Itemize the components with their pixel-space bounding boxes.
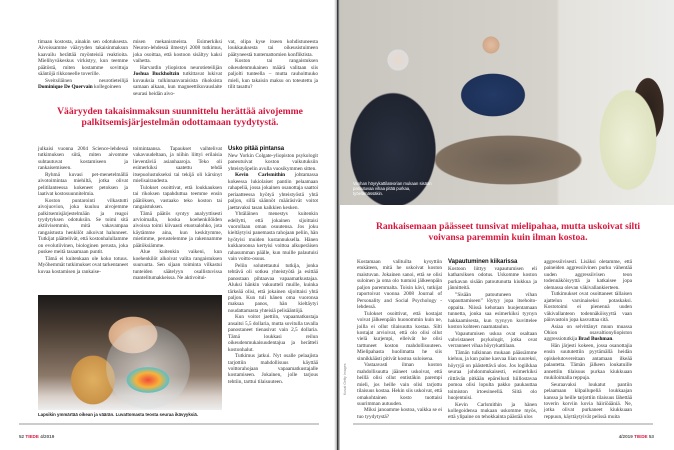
body-paragraph — [133, 146, 222, 185]
text-run: Yhtäläinen menestys kuitenkin edellytti, että jokainen sijoittaisi vuorollaan oman osuutensa. Jos joku kieltäytyisi panemasta rahojaan peliin, hän hyötyisi muiden kustannuksella. Hänen kukkaroonsa kertyisi voittoa alkuperäisen rahasumman päälle, kun muille palautuisi vain voitto-osuus. — [228, 211, 318, 263]
page-number: 52 — [19, 434, 25, 439]
text-run: timaan kostosta, ainakin sen odotuksesta. Aivoissamme vääryyden takaisinmaksun kaavailu herättää myönteisiä reaktioita. Mielihyväkeskus virkistyy, kun teemme päätöstä, miten kostamme sovittuja sääntöjä rikkoneelle toverille. — [38, 39, 128, 78]
text-run: Tutkimukset ovat osoittaneet tällaisen ajattelun varsinaiseksi potaskaksi. Kostotoimi ei pienennä uuden väkivallanteon todennäköisyyttä vaan päinvastoin jopa kasvattaa sitä. — [544, 291, 632, 324]
body-paragraph — [133, 249, 222, 281]
body-paragraph — [357, 407, 442, 420]
body-paragraph — [133, 39, 222, 65]
body-paragraph — [357, 259, 442, 311]
text-run: tutkittavat lukivat kuvauksia tulkinnanvaraisista rikoksista samaan aikaan, kun magneettikuvauslaite seurasi heidän aivo- — [133, 71, 222, 97]
text-run: Kevin Carlsmithin ja hänen kollegoidensa mukaan uskomme myös, että ylipaine on tehokkainta päästää ulos — [448, 401, 537, 421]
text-run: New Yorkin Colgate-yliopiston psykologit paneutuivat koston vaikutuksiin yhteistyöpelin avulla vuosikymmen sitten. — [228, 153, 318, 172]
left-bottom-column-2 — [133, 146, 222, 282]
right-page — [338, 0, 674, 450]
photo-credit: Kuvat Getty Images — [343, 363, 347, 395]
text-run: Koston puntarointi vilkastutti aivojuovion, joka kuuluu aivojemme palkitsemisjärjestelmään ja reagoi tyydytyksen odotuksiin. Se toimi sitä aktiivisemmin, mitä vakavampaa rangaistusta henkilöt aikoivat halunneet. Tutkijat päättelivät, että kostonhalullamme on evolutiivinen, biologinen perusta, joka puskee meitä tasaamaan puntit. — [38, 197, 128, 256]
left-footer — [19, 434, 54, 439]
text-run: Kostoon liittyy vapautumisen eli katharsiksen odotus. Uskomme koston purkavan sisään patoutunutta kiukkua ja jännitteitä. — [448, 266, 537, 292]
office-meeting-photo — [338, 0, 674, 205]
right-headline: Rankaisemaan päässeet tunsivat mielipahaa, mutta uskoivat silti voivansa paremmin kuin ilman kostoa. — [375, 221, 641, 243]
body-paragraph — [544, 382, 632, 421]
issue: 4/2019 — [618, 434, 633, 439]
body-paragraph — [544, 343, 632, 382]
text-run: Seuraavaksi loukatut pantiin pelaamaan kilpailupeliä loukkaajan kanssa ja heille tarjottiin tilaisuus lähettää toverin korviin kovia häiriöääniä. Ne, jotka olivat purkaneet kiukkuaan reppuun, käyttäytyivät pelissä muita — [544, 381, 632, 420]
text-run: Tämä päätös syntyy analyyttisesti arvioimalla, koska koehenkilöiden aivoissa toimi kiivaasti etuotsalohko, jota käytämme aina, kun keskitymme, mietimme, perustelemme ja rakennamme päätöksiämme. — [133, 210, 222, 249]
pull-quote: Vääryyden takaisinmaksun suunnittelu herättää aivojemme palkitsemisjärjestelmän odottamaan tyydytystä. — [57, 106, 303, 128]
text-run: misen mekanismeista. Esimerkiksi Neuron-lehdessä ilmestyi 2008 tutkimus, joka osoittaa, että kostoon sisältyy kaksi vaihetta. — [133, 39, 222, 65]
body-paragraph — [357, 362, 442, 407]
left-bottom-column-1 — [38, 146, 128, 275]
text-run: Kun voitot jaettiin, vapaamatkustaja ansaitsi 5,5 dollaria, mutta sovitulla tavalla panostaneet tienasivat vain 2,5 dollaria. Tämä loukkasi reilun oikeudenmukaisuudentajua ja herätteli kostonhalut. — [228, 314, 318, 353]
text-run: Peliin solutettautui tutkija, jonka tehtävä oli sotkea yhteistyötä ja esittää panostaan pihtaavaa vapaamatkustajaa. Aluksi hänkin vakuutteli muille, kuinka tärkeää olisi, että jokainen sijoittaisi yhtä paljon. Kun tuli hänen oma vuoronsa maksaa panos, hän kieltäytyi noudattamasta yhteisiä pelisääntöjä. — [228, 262, 318, 314]
text-run: Alue kuitenkin vaikeni, kun koehenkilöt alkoivat valita rangaistuksen suuruutta. Sen sijaan toiminta vilkastui tunteiden säätelyyn osallistuvissa mantelitumakkeissa. Ne aktivoitui- — [133, 249, 222, 282]
text-run: johtamassa kokeessa lukiolaiset pantiin pelaamaan rahapeliä, jossa jokainen osanottaja saattoi periaatteessa hyötyä yhteistyöstä yhtä paljon, sillä säännöt määräsivät voitot jaettavaksi tasan kaikkien kesken. — [228, 172, 318, 211]
body-paragraph — [228, 172, 318, 211]
body-paragraph — [228, 58, 318, 90]
text-run: Vastaavasti ilman koston mahdollisuutta jääneet uskoivat, että heillä olisi ollut entistäkin parempi mieli, jos heille vain olisi tarjottu tilaisuus kostaa. Hekin siis uskoivat, että omakohtainen kosto tuottaisi suurimman autuuden. — [357, 362, 442, 407]
body-paragraph — [38, 256, 128, 275]
text-run: Tämä ei kuitenkaan ole koko totuus. Myöhemmät tutkimukset ovat tarkentaneet kuvaa kostamisen ja rankaise- — [38, 255, 128, 275]
text-run: Asiaa on selvittänyt muun muassa Ohion osavaltionyliopiston aggressiotutkija — [544, 323, 632, 343]
right-photo-caption: Vanhan höyrykattilateorian mukaan sisään patoutuvaa vihaa pitää purkaa, työelämässäkin. — [353, 181, 432, 196]
right-column-3 — [544, 259, 632, 420]
child-candy-jar-photo — [38, 295, 222, 410]
body-paragraph — [448, 331, 537, 350]
left-photo-caption: Lapsikin ymmärtää oikean ja väärän. Luvattomasta teosta seuraa ikävyyksiä. — [38, 412, 199, 417]
page-number: 53 — [648, 434, 654, 439]
text-run: ”Sisään patoutuneen vihan vapauttamiseen” löytyy jopa itsehoito-oppaita. Niissä kehotaan huojentamaan tunnetta, jonka saa esimerkiksi tyynyn hakkaamisesta, kun tyynyyn kuvittelee koston kohteen naamataulun. — [448, 291, 537, 331]
body-paragraph — [133, 211, 222, 250]
section-heading: Vapautuminen kiikarissa — [448, 259, 518, 265]
body-paragraph — [38, 198, 128, 256]
right-column-2 — [448, 259, 537, 421]
text-run: Tutkimus jatkui. Nyt osalle pelaajista tarjottiin mahdollisuus käyttää voittorahojaan vapaamatkustajalle kostamiseen. Jokainen, jolle tarjous tehtiin, tarttui tilaisuuteen. — [228, 353, 318, 385]
right-footer — [619, 434, 654, 439]
body-paragraph — [133, 65, 222, 97]
body-paragraph — [448, 266, 537, 292]
right-column-1 — [357, 259, 442, 420]
text-run: kollegoineen — [92, 84, 121, 91]
text-run: Miksi janoamme kostoa, vaikka se ei tuo tyydytystä? — [357, 407, 442, 420]
body-paragraph — [448, 350, 537, 402]
text-run: aggressiivisesti. Lisäksi oletamme, että paineiden aggressiivinen purku vähentää uuden aggressiivisen teon todennäköisyyttä ja katkaisee jopa olemassa olevan väkivallankierteen. — [544, 259, 632, 291]
text-run: julkaisi vuonna 2004 Science-lehdessä tutkimuksen siitä, miten aivomme suhtautuvat kostamiseen ja rankaisemiseen. — [38, 146, 128, 172]
text-run: Kostamaan valituilta kysyttiin etukäteen, mitä he uskoivat koston maistuvan. Jokainen sanoi, että se olisi suloinen ja oma olo tuntuisi jälkeenpäin paljon paremmalta. Toisin kävi, tutkijat raportoivat vuonna 2008 Journal of Personality and Social Psychology -lehdessä. — [357, 259, 442, 311]
text-run: Tämän tulkinnan mukaan päässämme kiehuu, ja kun paine kasvaa liian suureksi, höyryjä on päästettävä ulos. Jos logiikkaa seuraa johdonmukaisesti, esimerkiksi riittävän pitkään epäreilusti hiillostavaa pomoa olisi lopulta pakko paukauttaa toimiston irtoesineellä. Siitä olo huojentuisi. — [448, 349, 537, 402]
text-run: . — [612, 336, 614, 343]
body-paragraph — [228, 211, 318, 263]
text-run: Vapautumisen uskoa ovat osaltaan vahvistaneet psykologit, jotka ovat verranneet vihaa höyrykattilaan. — [448, 330, 537, 350]
left-top-column-2 — [133, 39, 222, 97]
text-run: Harvardin yliopiston neurotieteilijän — [140, 64, 222, 71]
body-paragraph — [448, 402, 537, 421]
left-top-column-3 — [228, 39, 318, 91]
body-paragraph — [228, 263, 318, 315]
body-paragraph — [544, 324, 632, 343]
section-heading: Usko pitää pintansa — [228, 146, 285, 152]
body-paragraph — [448, 292, 537, 331]
body-paragraph — [228, 153, 318, 172]
body-paragraph — [544, 259, 632, 291]
body-paragraph — [38, 78, 128, 91]
issue: 4/2019 — [40, 434, 55, 439]
left-bottom-column-3 — [228, 146, 318, 385]
body-paragraph — [228, 353, 318, 385]
body-paragraph — [544, 291, 632, 323]
magazine-name: TIEDE — [634, 434, 648, 439]
body-paragraph — [133, 185, 222, 211]
text-run: Koston tai rangaistuksen oikeudenmukainen määrä valitaan siis paljolti tunteella – mutta rauhoittuuko mieli, kun takaisin maksu on toteutettu ja tilit tasattu? — [228, 58, 318, 91]
text-run: Tulokset osoittivat, että loukkauksen tai rikoksen tapahduttua teemme ensin päätöksen, vastaako teko koston tai rangaistuksen. — [133, 184, 222, 211]
body-paragraph — [228, 39, 318, 58]
text-run: toimintaansa. Tapaukset vaihtelivat vakavuudeltaan, ja niihin liittyi erilaisia lieventäviä asianhaaroja. Teko oli esimerkiksi saatettu tehdä itsepuolustukseksi tai tekijä oli kärsinyt mielisairaudesta. — [133, 146, 222, 185]
text-run: Ryhmä kuvasi pet-menetelmällä aivotoimintaa miehiltä, jotka olivat pelitilanteessa kokeneet petoksen ja laativat kostosuunnitelmia. — [38, 171, 128, 198]
magazine-name: TIEDE — [25, 434, 39, 439]
body-paragraph — [38, 146, 128, 172]
body-paragraph — [228, 314, 318, 353]
text-run: Tulokset osoittivat, että kostajat voivat jälkeenpäin huonommin kuin ne, joilla ei ollut tilaisuutta kostaa. Silti kostajat arvioivat, että olo olisi ollut vielä kurjempi, elleivät he olisi tarttuneet koston mahdollisuuteen. Mielipahasta huolimatta he siis sinnikkäästi pitivät kostoa suloisena. — [357, 310, 442, 362]
body-paragraph — [357, 311, 442, 363]
left-divider — [19, 423, 319, 425]
body-paragraph — [38, 172, 128, 198]
person-name: Dominique De Quervain — [38, 84, 93, 91]
text-run: Hän järjesti kokeen, jossa osanottajia ensin suututettiin pyytämällä heidän opiskelutovereitaan antamaan ilkeää palautetta. Tämän jälkeen loukatuille annettiin tilaisuus purkaa kiukkuaan mukiloimalla reppuja. — [544, 342, 632, 382]
right-divider — [353, 423, 653, 425]
person-name: Kevin Carlsmithin — [235, 172, 286, 179]
page-gutter — [334, 0, 340, 450]
person-name: Brad Bushman — [578, 336, 613, 343]
person-name: Joshua Buckholtzin — [133, 71, 180, 78]
text-run: vat, olipa kyse itseen kohdistuneesta loukkauksesta tai oikeusistuimeen päätyneestä tuntemattomien konfliktista. — [228, 39, 318, 58]
text-run: Sveitsiläinen neurotieteilijä — [45, 77, 128, 84]
left-top-column-1 — [38, 39, 128, 91]
body-paragraph — [38, 39, 128, 78]
